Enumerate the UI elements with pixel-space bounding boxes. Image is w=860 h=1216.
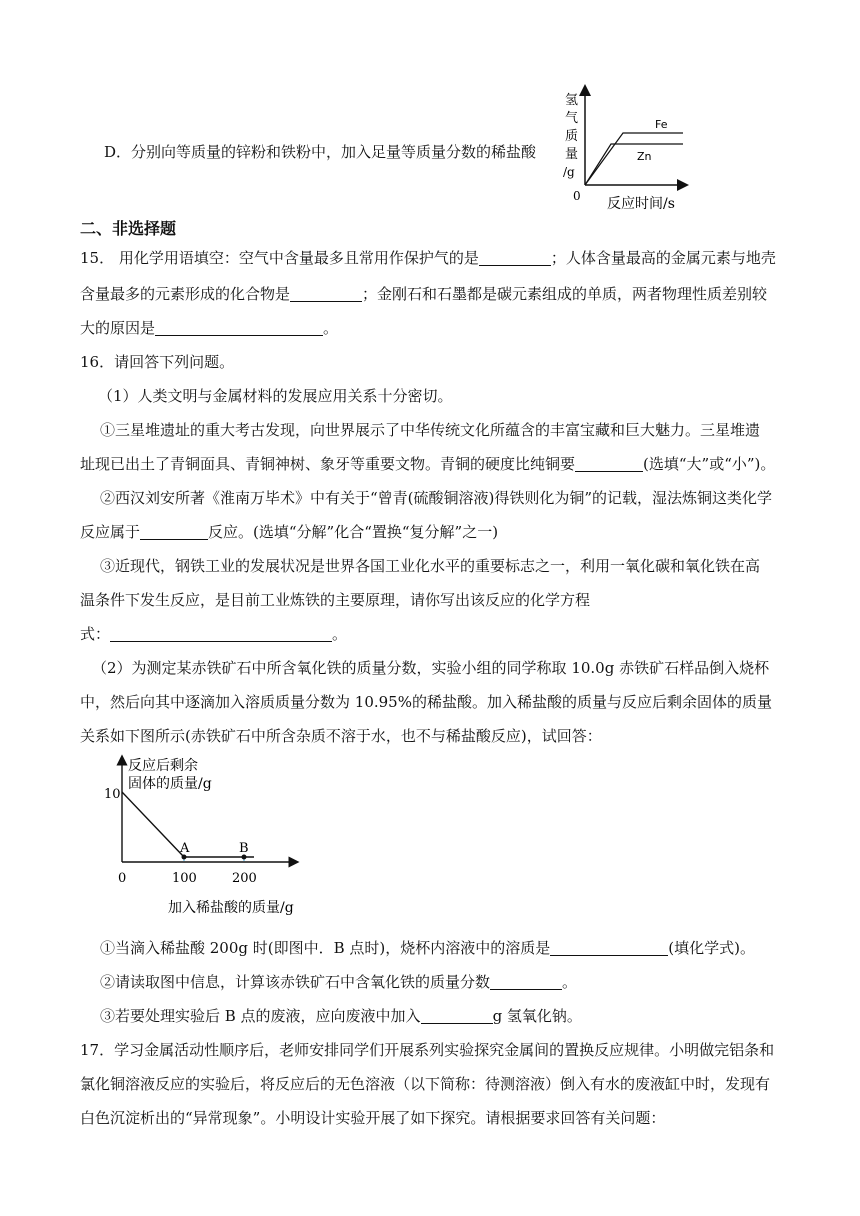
graph-ylabel-line-2: 固体的质量/g [128, 776, 212, 792]
q16-part-1: （1）人类文明与金属材料的发展应用关系十分密切。 [98, 387, 453, 405]
graph-xlabel: 反应时间/s [607, 196, 675, 212]
q16-sub2-line-1: ②西汉刘安所著《淮南万毕术》中有关于“曾青(硫酸铜溶液)得铁则化为铜”的记载，湿法炼铜这类化学 [100, 489, 773, 507]
q17-line-2: 氯化铜溶液反应的实验后，将反应后的无色溶液（以下简称：待测溶液）倒入有水的废液缸中时，发现有 [80, 1075, 771, 1093]
answer-blank[interactable] [550, 939, 668, 956]
q16-title: 16．请回答下列问题。 [80, 353, 235, 371]
answer-blank[interactable] [575, 455, 643, 472]
graph-ylabel-2: 气 [565, 111, 579, 126]
answer-blank[interactable] [155, 319, 323, 336]
answer-blank[interactable] [140, 523, 208, 540]
q16-sub3-line-3: 式： 。 [80, 625, 348, 643]
q16-part-2-line-1: （2）为测定某赤铁矿石中所含氧化铁的质量分数，实验小组的同学称取 10.0g 赤铁矿石样品倒入烧杯 [92, 659, 770, 677]
x-tick-100: 100 [172, 871, 197, 886]
zn-label: Zn [637, 150, 652, 163]
y-tick-10: 10 [104, 787, 121, 802]
graph-ylabel-3: 质 [565, 129, 579, 144]
graph-xlabel: 加入稀盐酸的质量/g [168, 900, 294, 916]
graph-origin: 0 [118, 871, 127, 886]
option-d-graph [555, 82, 695, 214]
option-d-text: D．分别向等质量的锌粉和铁粉中，加入足量等质量分数的稀盐酸 [104, 143, 537, 161]
fe-label: Fe [655, 118, 668, 131]
q15-line-1: 15． 用化学用语填空：空气中含量最多且常用作保护气的是 ；人体含量最高的金属元素与地壳 [80, 249, 776, 267]
answer-blank[interactable] [290, 285, 362, 302]
answer-blank[interactable] [110, 625, 332, 642]
q15-line-3: 大的原因是 。 [80, 319, 339, 337]
graph-ylabel-1: 氢 [565, 93, 579, 108]
answer-blank[interactable] [421, 1007, 493, 1024]
q15-line-2: 含量最多的元素形成的化合物是 ；金刚石和石墨都是碳元素组成的单质，两者物理性质差别较 [80, 285, 768, 303]
q16-part-2-line-2: 中，然后向其中逐滴加入溶质质量分数为 10.95%的稀盐酸。加入稀盐酸的质量与反应后剩余固体的质量 [80, 693, 772, 711]
q16-sub1-line-2: 址现已出土了青铜面具、青铜神树、象牙等重要文物。青铜的硬度比纯铜要 (选填“大”或“小”)。 [80, 455, 776, 473]
graph-ylabel-4: 量 [565, 147, 579, 162]
q16-sub2-line-2: 反应属于 反应。(选填“分解”化合“置换“复分解”之一) [80, 523, 499, 541]
graph-ylabel-line-1: 反应后剩余 [128, 758, 198, 774]
q16-part-2-line-3: 关系如下图所示(赤铁矿石中所含杂质不溶于水，也不与稀盐酸反应)，试回答： [80, 727, 602, 745]
q16-sub1-line-1: ①三星堆遗址的重大考古发现，向世界展示了中华传统文化所蕴含的丰富宝藏和巨大魅力。三星堆遗 [100, 421, 761, 439]
q16-graph [98, 754, 318, 926]
q16-answer-2: ②请读取图中信息，计算该赤铁矿石中含氧化铁的质量分数 。 [100, 973, 578, 991]
answer-blank[interactable] [479, 249, 551, 266]
graph-ylabel-5: /g [563, 165, 575, 179]
point-a-label: A [180, 841, 190, 856]
q16-sub3-line-2: 温条件下发生反应，是目前工业炼铁的主要原理，请你写出该反应的化学方程 [80, 591, 591, 609]
q16-answer-1: ①当滴入稀盐酸 200g 时(即图中．B 点时)，烧杯内溶液中的溶质是 (填化学式)。 [100, 939, 755, 957]
answer-blank[interactable] [490, 973, 562, 990]
section-title: 二、非选择题 [80, 219, 177, 238]
q17-line-3: 白色沉淀析出的“异常现象”。小明设计实验开展了如下探究。请根据要求回答有关问题： [80, 1109, 666, 1127]
graph-origin: 0 [573, 189, 581, 203]
fe-line [585, 133, 683, 185]
q16-answer-3: ③若要处理实验后 B 点的废液，应向废液中加入 g 氢氧化钠。 [100, 1007, 582, 1025]
x-tick-200: 200 [232, 871, 257, 886]
q17-line-1: 17．学习金属活动性顺序后，老师安排同学们开展系列实验探究金属间的置换反应规律。小明做完铝条和 [80, 1041, 775, 1059]
point-b-label: B [239, 841, 249, 856]
q16-sub3-line-1: ③近现代，钢铁工业的发展状况是世界各国工业化水平的重要标志之一，利用一氧化碳和氧化铁在高 [100, 557, 761, 575]
